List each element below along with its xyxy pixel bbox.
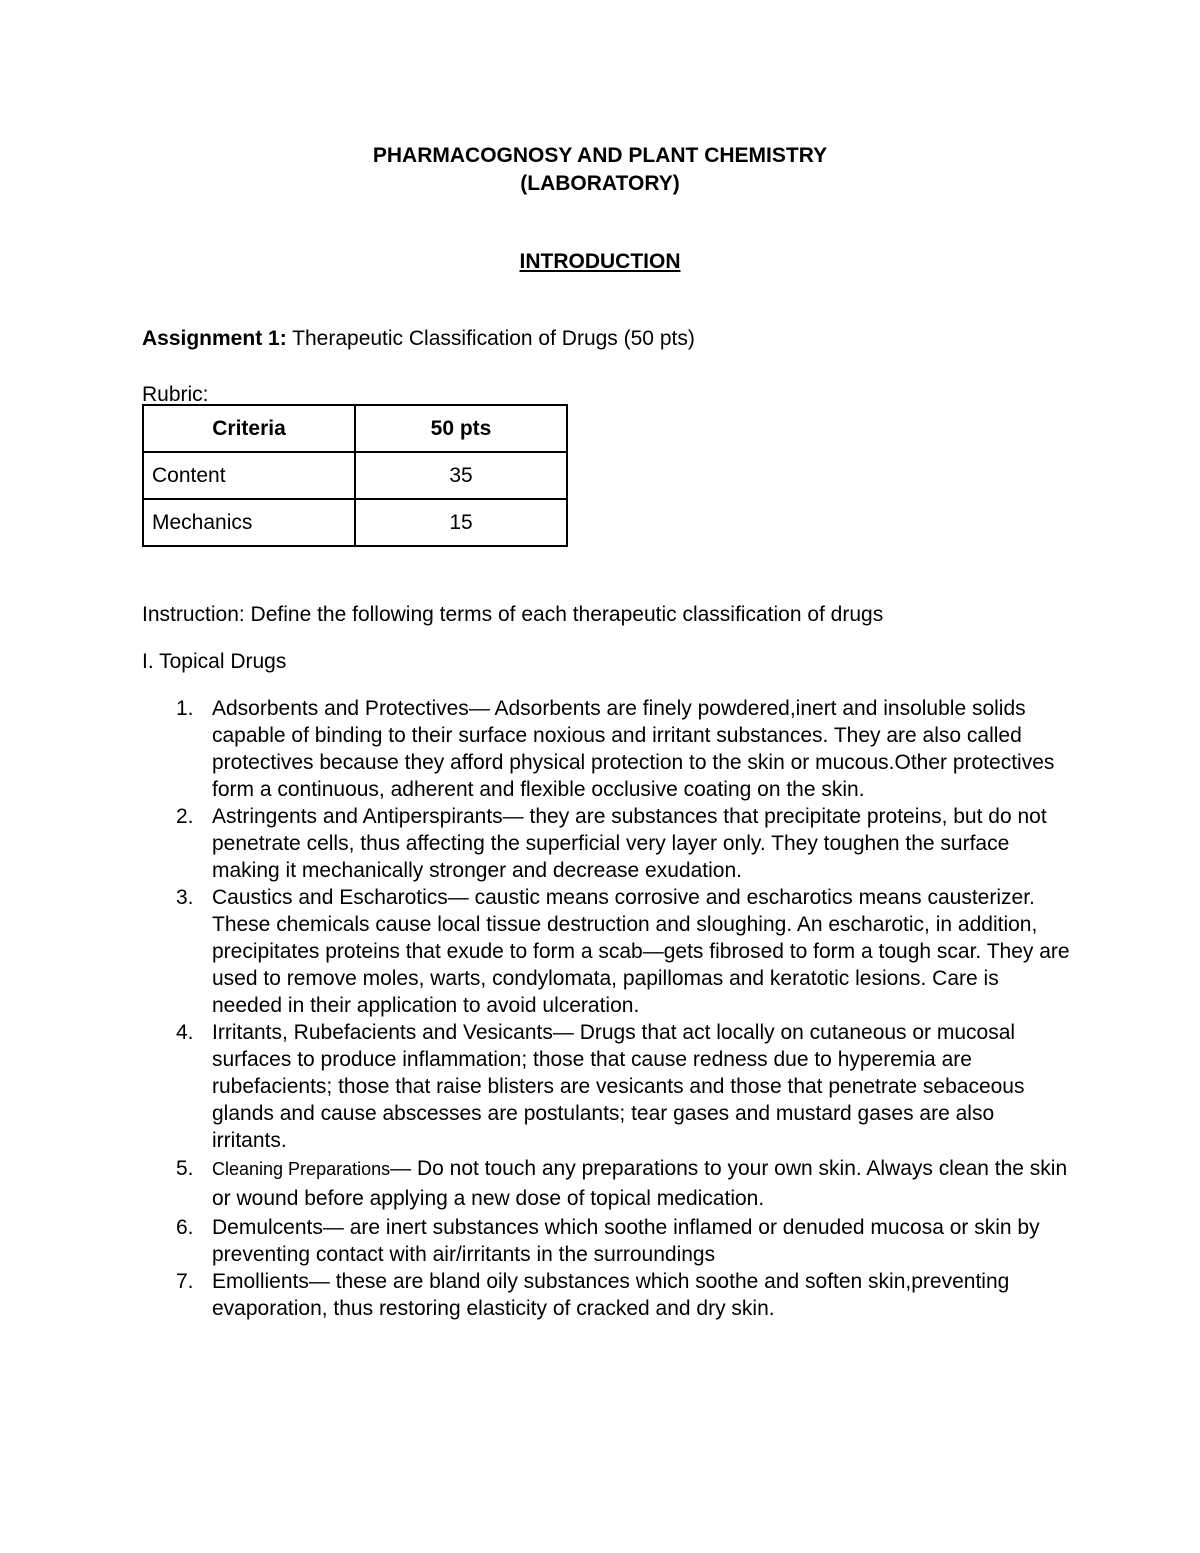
list-item — [142, 884, 1072, 1019]
list-item-definition: — Do not touch any preparations to your own skin. Always clean the skin or wound before applying a new dose of topical medication. — [212, 1157, 1068, 1210]
rubric-cell-points: 15 — [355, 499, 567, 546]
list-item-definition: — these are bland oily substances which soothe and soften skin,preventing evaporation, thus restoring elasticity of cracked and dry skin. — [212, 1270, 1010, 1320]
list-item-term: Demulcents — [212, 1216, 323, 1239]
list-item-number: 5. — [176, 1157, 194, 1180]
list-item-number: 4. — [176, 1021, 194, 1044]
list-item-number: 7. — [176, 1270, 194, 1293]
list-item-term: Astringents and Antiperspirants — [212, 805, 503, 828]
list-item-definition: — Adsorbents are finely powdered,inert and insoluble solids capable of binding to their surface noxious and irritant substances. They are also called protectives because they afford physical protection to the skin or mucous.Other protectives form a continuous, adherent and flexible occlusive coating on the skin. — [212, 697, 1055, 801]
rubric-cell-criteria: Content — [143, 452, 355, 499]
rubric-cell-criteria: Mechanics — [143, 499, 355, 546]
document-subtitle: (LABORATORY) — [520, 172, 680, 195]
list-item-definition: — caustic means corrosive and escharotics means causterizer. These chemicals cause local tissue destruction and sloughing. An escharotic, in addition, precipitates proteins that exude to form a scab—gets fibrosed to form a tough scar. They are used to remove moles, warts, condylomata, papillomas and keratotic lesions. Care is needed in their application to avoid ulceration. — [212, 886, 1070, 1017]
list-item-definition: — are inert substances which soothe inflamed or denuded mucosa or skin by preventing contact with air/irritants in the surroundings — [212, 1216, 1040, 1266]
list-item — [142, 1019, 1072, 1154]
assignment-text: Therapeutic Classification of Drugs (50 pts) — [286, 327, 695, 350]
list-item — [142, 1214, 1072, 1268]
list-item-term: Emollients — [212, 1270, 309, 1293]
section-heading-introduction: INTRODUCTION — [519, 250, 681, 273]
section-topical-drugs: I. Topical Drugs — [142, 650, 287, 673]
assignment-label: Assignment 1: — [142, 327, 287, 350]
list-item — [142, 695, 1072, 803]
list-item — [142, 1154, 1072, 1214]
instruction-text: Instruction: Define the following terms of each therapeutic classification of drugs — [142, 603, 884, 626]
list-item — [142, 1268, 1072, 1322]
rubric-header-points: 50 pts — [355, 405, 567, 452]
rubric-table — [142, 404, 568, 547]
list-item-term: Adsorbents and Protectives — [212, 697, 469, 720]
list-item-term: Caustics and Escharotics — [212, 886, 448, 909]
list-item-definition: — they are substances that precipitate proteins, but do not penetrate cells, thus affecting the superficial very layer only. They toughen the surface making it mechanically stronger and decrease exudation. — [212, 805, 1047, 882]
list-item-term: Irritants, Rubefacients and Vesicants — [212, 1021, 553, 1044]
list-item-definition: — Drugs that act locally on cutaneous or mucosal surfaces to produce inflammation; those that cause redness due to hyperemia are rubefacients; those that raise blisters are vesicants and those that penetrate sebaceous glands and cause abscesses are postulants; tear gases and mustard gases are also irritants. — [212, 1021, 1025, 1152]
rubric-header-row — [143, 405, 567, 452]
rubric-label: Rubric: — [142, 383, 209, 406]
table-row — [143, 499, 567, 546]
assignment-line — [142, 325, 695, 353]
list-item-number: 6. — [176, 1216, 194, 1239]
list-item — [142, 803, 1072, 884]
rubric-header-criteria: Criteria — [143, 405, 355, 452]
list-item-term: Cleaning Preparations — [212, 1159, 391, 1179]
table-row — [143, 452, 567, 499]
list-item-number: 1. — [176, 697, 194, 720]
definition-list — [142, 695, 1072, 1322]
list-item-number: 3. — [176, 886, 194, 909]
list-item-number: 2. — [176, 805, 194, 828]
rubric-cell-points: 35 — [355, 452, 567, 499]
document-title: PHARMACOGNOSY AND PLANT CHEMISTRY — [372, 144, 828, 167]
